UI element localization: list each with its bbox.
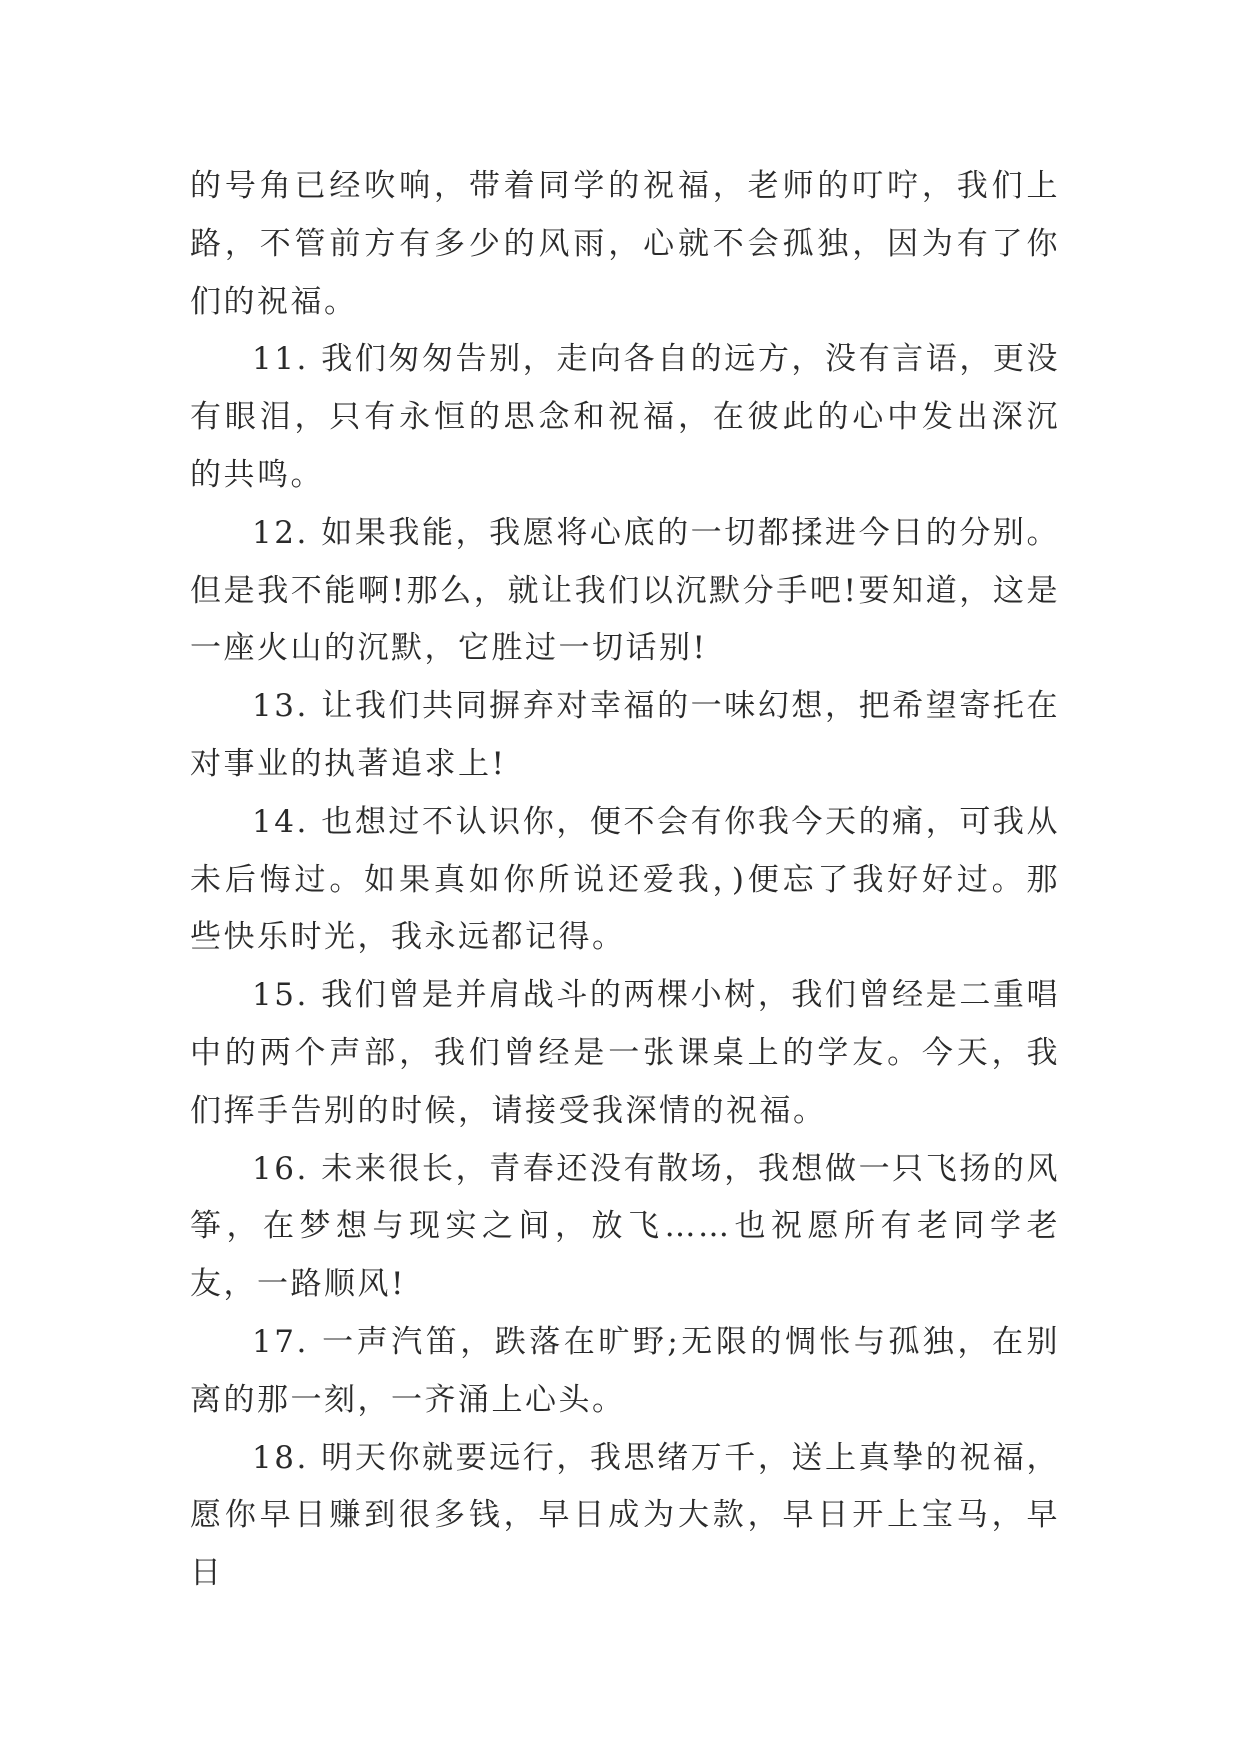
paragraph: 12. 如果我能，我愿将心底的一切都揉进今日的分别。但是我不能啊!那么，就让我们以沉默分手吧!要知道，这是一座火山的沉默，它胜过一切话别!: [190, 514, 1060, 667]
paragraph: 17. 一声汽笛，跌落在旷野;无限的惆怅与孤独，在别离的那一刻，一齐涌上心头。: [190, 1323, 1060, 1418]
paragraph: 15. 我们曾是并肩战斗的两棵小树，我们曾经是二重唱中的两个声部，我们曾经是一张课桌上的学友。今天，我们挥手告别的时候，请接受我深情的祝福。: [190, 977, 1060, 1129]
paragraph: 的号角已经吹响，带着同学的祝福，老师的叮咛，我们上路，不管前方有多少的风雨，心就不会孤独，因为有了你们的祝福。: [190, 168, 1060, 320]
document-body: [190, 158, 1060, 1603]
paragraph: 16. 未来很长，青春还没有散场，我想做一只飞扬的风筝，在梦想与现实之间，放飞……也祝愿所有老同学老友，一路顺风!: [190, 1150, 1060, 1303]
paragraph: 18. 明天你就要远行，我思绪万千，送上真挚的祝福，愿你早日赚到很多钱，早日成为大款，早日开上宝马，早日: [190, 1439, 1060, 1592]
paragraph: 13. 让我们共同摒弃对幸福的一味幻想，把希望寄托在对事业的执著追求上!: [190, 688, 1060, 782]
paragraph: 11. 我们匆匆告别，走向各自的远方，没有言语，更没有眼泪，只有永恒的思念和祝福，在彼此的心中发出深沉的共鸣。: [190, 341, 1060, 493]
paragraph: 14. 也想过不认识你，便不会有你我今天的痛，可我从未后悔过。如果真如你所说还爱我，)便忘了我好好过。那些快乐时光，我永远都记得。: [190, 803, 1060, 956]
